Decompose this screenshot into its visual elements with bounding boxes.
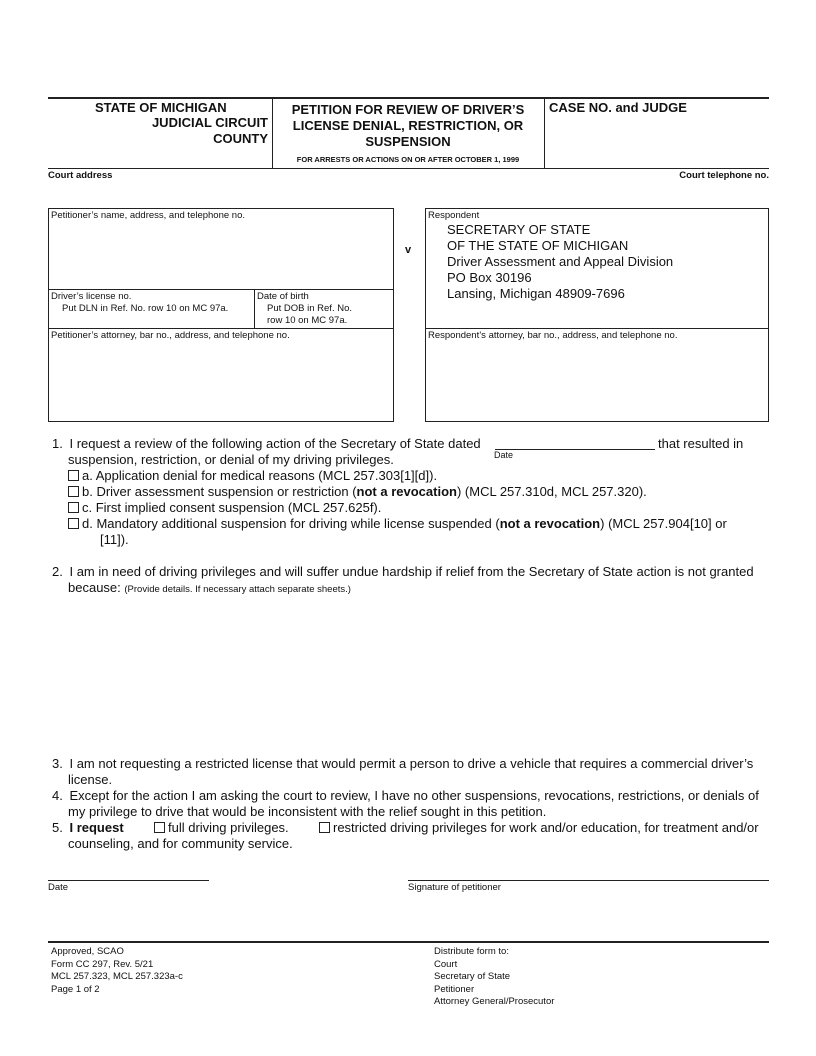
header-bottom-rule xyxy=(48,168,769,169)
petitioner-box-divider-2 xyxy=(48,328,394,329)
distribute-ag: Attorney General/Prosecutor xyxy=(434,996,555,1007)
item-5-option-full xyxy=(154,820,289,836)
item-3-number: 3. xyxy=(52,756,63,771)
item-5-request-label: I request xyxy=(69,820,124,835)
item-2-line-2 xyxy=(68,580,351,598)
footer-form-number: Form CC 297, Rev. 5/21 xyxy=(51,958,154,970)
distribute-court: Court xyxy=(434,958,458,970)
respondent-box-divider xyxy=(425,328,769,329)
option-b-label-bold: not a revocation xyxy=(356,484,457,499)
court-address-label: Court address xyxy=(48,170,113,181)
versus-label: v xyxy=(405,244,412,256)
full-privileges-label: full driving privileges. xyxy=(168,820,289,835)
option-d-row xyxy=(68,516,727,532)
header-top-rule xyxy=(48,97,769,99)
item-5-text-b: counseling, and for community service. xyxy=(68,836,293,851)
footer-left xyxy=(51,946,183,996)
footer-approved: Approved, SCAO xyxy=(51,946,124,957)
distribute-sos: Secretary of State xyxy=(434,971,511,982)
respondent-line-2: OF THE STATE OF MICHIGAN xyxy=(447,238,629,253)
respondent-line-4: PO Box 30196 xyxy=(447,270,532,285)
option-c-label: c. First implied consent suspension (MCL 257.625f). xyxy=(82,500,382,515)
petitioner-attorney-label: Petitioner’s attorney, bar no., address, and telephone no. xyxy=(51,330,290,341)
item-3-text-b: license. xyxy=(68,772,113,787)
judicial-circuit-label: JUDICIAL CIRCUIT xyxy=(151,115,268,130)
option-d-continuation: [11]). xyxy=(100,532,129,547)
petitioner-attorney-field[interactable] xyxy=(50,342,392,420)
respondent-line-5: Lansing, Michigan 48909-7696 xyxy=(447,286,625,301)
option-c-row xyxy=(68,500,381,516)
date-of-birth-hint-2: row 10 on MC 97a. xyxy=(267,315,348,326)
full-privileges-checkbox[interactable] xyxy=(154,822,165,833)
item-4-text-a: Except for the action I am asking the court to review, I have no other suspensions, revocations, restrictions, or denials of xyxy=(69,788,759,803)
date-of-birth-hint-1[interactable]: Put DOB in Ref. No. xyxy=(267,303,353,314)
petitioner-signature-label: Signature of petitioner xyxy=(408,882,501,893)
item-1-number: 1. xyxy=(52,436,63,451)
header-divider-2 xyxy=(544,97,545,169)
distribute-petitioner: Petitioner xyxy=(434,983,475,995)
dl-dob-divider xyxy=(254,289,255,329)
respondent-attorney-label: Respondent’s attorney, bar no., address, and telephone no. xyxy=(428,330,678,341)
court-telephone-label: Court telephone no. xyxy=(679,170,769,181)
option-a-row xyxy=(68,468,437,484)
item-1-text-b: that resulted in xyxy=(658,436,744,451)
item-2-hint: (Provide details. If necessary attach separate sheets.) xyxy=(124,584,351,595)
form-title-line-2: LICENSE DENIAL, RESTRICTION, OR xyxy=(292,118,524,133)
option-d-label-bold: not a revocation xyxy=(499,516,601,531)
case-no-judge-label: CASE NO. and JUDGE xyxy=(549,100,687,115)
petitioner-signature-line[interactable] xyxy=(408,880,769,881)
footer-mcl: MCL 257.323, MCL 257.323a-c xyxy=(51,971,183,982)
distribute-title: Distribute form to: xyxy=(434,946,509,957)
respondent-line-3: Driver Assessment and Appeal Division xyxy=(447,254,674,269)
date-signature-label: Date xyxy=(48,882,69,893)
option-b-label-pre: b. Driver assessment suspension or restriction ( xyxy=(82,484,357,499)
option-a-checkbox[interactable] xyxy=(68,470,79,481)
date-signature-line[interactable] xyxy=(48,880,209,881)
form-title-line-1: PETITION FOR REVIEW OF DRIVER’S xyxy=(291,102,525,117)
form-subtitle: FOR ARRESTS OR ACTIONS ON OR AFTER OCTOBER 1, 1999 xyxy=(296,155,520,164)
option-b-row xyxy=(68,484,647,500)
option-b-label-post: ) (MCL 257.310d, MCL 257.320). xyxy=(456,484,647,499)
hardship-details-field[interactable] xyxy=(68,598,768,748)
respondent-attorney-field[interactable] xyxy=(427,342,767,420)
option-d-label-post: ) (MCL 257.904[10] or xyxy=(600,516,727,531)
option-d-label-pre: d. Mandatory additional suspension for driving while license suspended ( xyxy=(82,516,500,531)
option-b-checkbox[interactable] xyxy=(68,486,79,497)
date-of-birth-label: Date of birth xyxy=(257,291,309,302)
respondent-address xyxy=(447,222,673,302)
item-3-text-a: I am not requesting a restricted license that would permit a person to drive a vehicle that requires a commercial driver’s xyxy=(69,756,754,771)
item-1-text-a: I request a review of the following action of the Secretary of State dated xyxy=(69,436,481,451)
item-4 xyxy=(52,788,782,804)
item-1-date-field[interactable] xyxy=(495,449,655,450)
petitioner-box-divider-1 xyxy=(48,289,394,290)
form-title-line-3: SUSPENSION xyxy=(365,134,451,149)
item-2-number: 2. xyxy=(52,564,63,579)
state-label: STATE OF MICHIGAN xyxy=(95,100,227,115)
item-1-text-c: suspension, restriction, or denial of my driving privileges. xyxy=(68,452,394,467)
item-5-option-restricted xyxy=(319,820,759,836)
item-4-number: 4. xyxy=(52,788,63,803)
restricted-privileges-checkbox[interactable] xyxy=(319,822,330,833)
respondent-line-1: SECRETARY OF STATE xyxy=(447,222,591,237)
drivers-license-hint[interactable]: Put DLN in Ref. No. row 10 on MC 97a. xyxy=(62,303,229,314)
item-2-text-b: because: xyxy=(68,580,121,595)
item-4-text-b: my privilege to drive that would be inconsistent with the relief sought in this petition. xyxy=(68,804,547,819)
petitioner-name-field[interactable] xyxy=(50,222,392,286)
item-2-text-a: I am in need of driving privileges and will suffer undue hardship if relief from the Secretary of State action is not granted xyxy=(69,564,754,579)
county-label: COUNTY xyxy=(213,131,268,146)
drivers-license-label: Driver’s license no. xyxy=(51,291,132,302)
item-3 xyxy=(52,756,782,772)
option-d-checkbox[interactable] xyxy=(68,518,79,529)
footer-distribution xyxy=(434,946,554,1009)
petitioner-name-label: Petitioner’s name, address, and telephone no. xyxy=(51,210,246,221)
restricted-privileges-label: restricted driving privileges for work and/or education, for treatment and/or xyxy=(333,820,759,835)
item-2 xyxy=(52,564,782,580)
footer-page: Page 1 of 2 xyxy=(51,983,100,995)
item-5-number: 5. xyxy=(52,820,63,835)
option-a-label: a. Application denial for medical reasons (MCL 257.303[1][d]). xyxy=(82,468,438,483)
form-title xyxy=(272,102,544,150)
respondent-label: Respondent xyxy=(428,210,480,221)
item-1-date-label: Date xyxy=(494,450,514,460)
footer-rule xyxy=(48,941,769,943)
option-c-checkbox[interactable] xyxy=(68,502,79,513)
